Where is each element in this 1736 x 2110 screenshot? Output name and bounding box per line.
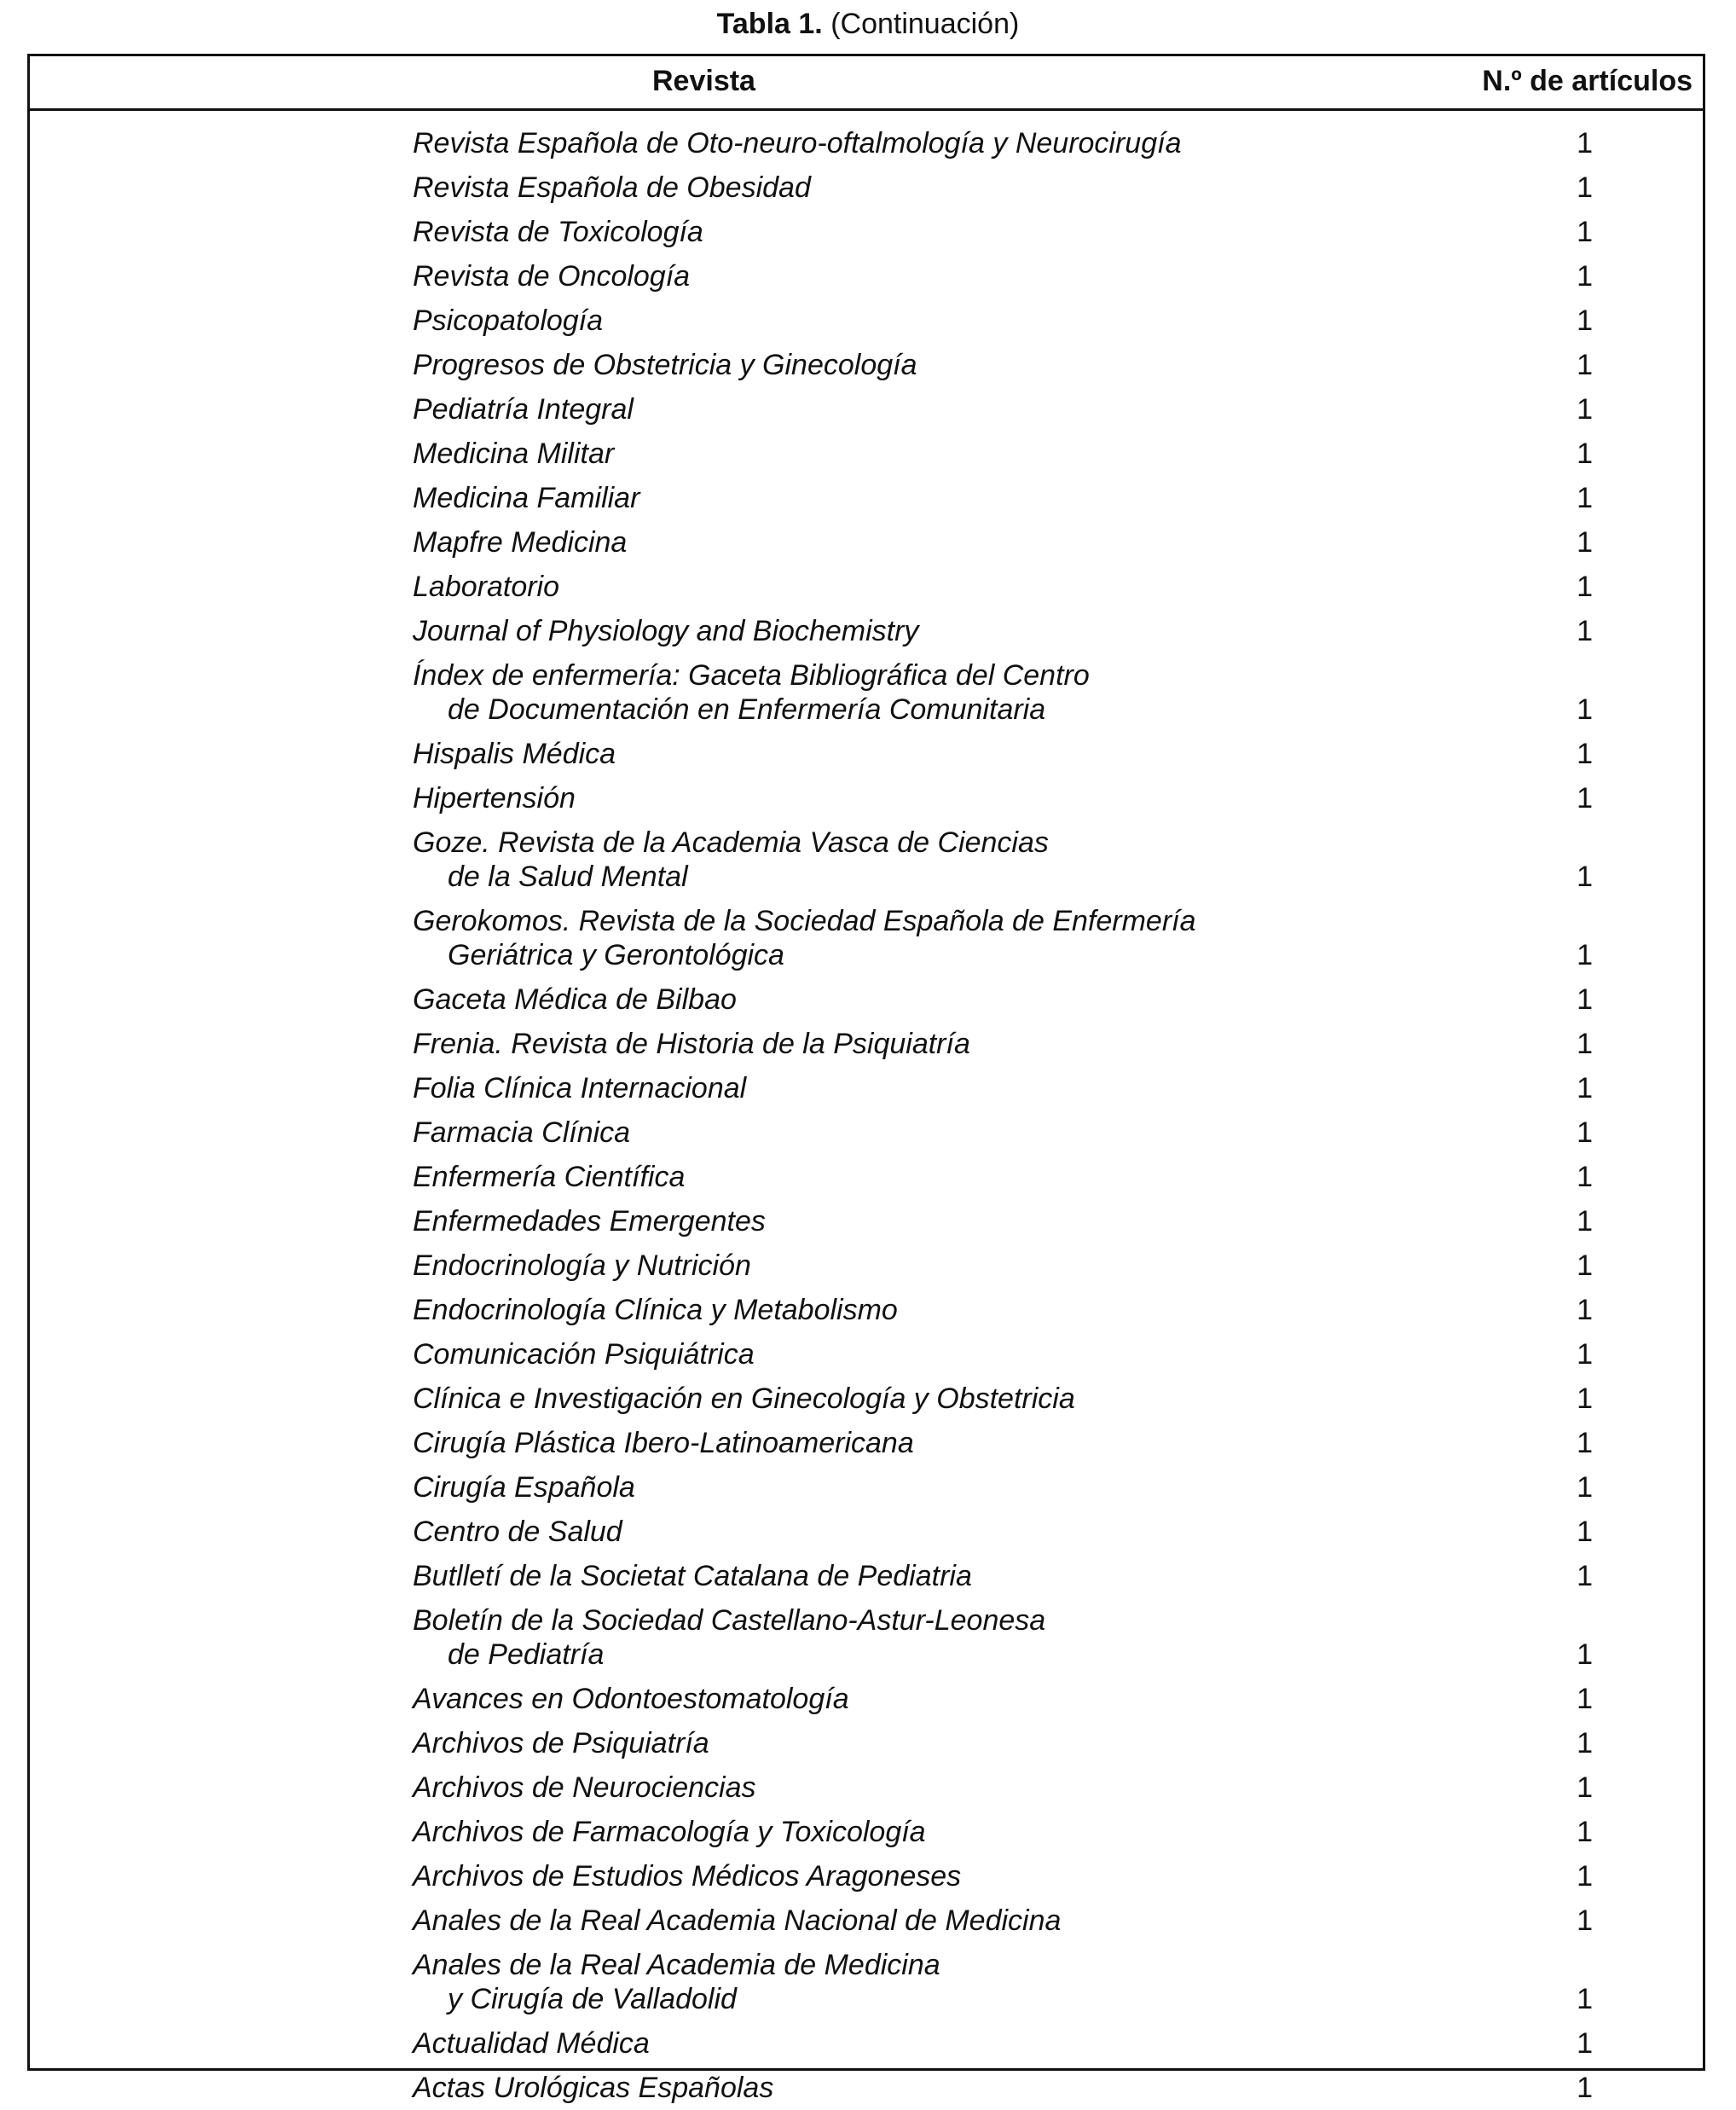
journal-name-line: Archivos de Neurociencias	[413, 1771, 756, 1804]
journal-name	[413, 1204, 1265, 1238]
article-count: 1	[1577, 1427, 1593, 1459]
article-count: 1	[1577, 983, 1593, 1016]
journal-name-continuation: de la Salud Mental	[448, 861, 688, 893]
journal-name	[413, 614, 1265, 648]
column-header-revista: Revista	[652, 65, 755, 97]
journal-name-line: Psicopatología	[413, 304, 604, 337]
table-row	[30, 121, 1703, 165]
journal-name	[413, 1771, 1265, 1805]
table-row	[30, 343, 1703, 387]
article-count: 1	[1577, 1161, 1593, 1193]
table-row	[30, 977, 1703, 1022]
table-row	[30, 1066, 1703, 1110]
table-row	[30, 1199, 1703, 1243]
journal-name-line: Pediatría Integral	[413, 393, 634, 426]
journal-name	[413, 481, 1265, 515]
table-header-row	[30, 56, 1703, 111]
caption-text: (Continuación)	[830, 8, 1020, 40]
article-count: 1	[1577, 216, 1593, 248]
table-row	[30, 609, 1703, 653]
table-row	[30, 1898, 1703, 1943]
article-count: 1	[1577, 1471, 1593, 1504]
journal-name-line: Archivos de Estudios Médicos Aragoneses	[413, 1860, 962, 1893]
column-header-count: N.º de artículos	[1482, 65, 1693, 97]
table-row	[30, 254, 1703, 299]
article-count: 1	[1577, 1249, 1593, 1282]
article-count: 1	[1577, 1294, 1593, 1326]
journal-name	[413, 1426, 1265, 1460]
journal-name-line: Gaceta Médica de Bilbao	[413, 983, 737, 1016]
table-row	[30, 1810, 1703, 1854]
table-row	[30, 1243, 1703, 1288]
journal-name-line: Enfermedades Emergentes	[413, 1205, 766, 1238]
article-count: 1	[1577, 171, 1593, 204]
journal-name-line: Comunicación Psiquiátrica	[413, 1338, 755, 1371]
journal-name	[413, 1559, 1265, 1593]
article-count: 1	[1577, 1338, 1593, 1371]
table-row	[30, 1022, 1703, 1066]
journal-name-line: Actas Urológicas Españolas	[413, 2072, 774, 2104]
article-count: 1	[1577, 1983, 1593, 2015]
article-count: 1	[1577, 1205, 1593, 1238]
journal-name-line: Índex de enfermería: Gaceta Bibliográfica del Centro	[413, 659, 1090, 692]
table-row	[30, 165, 1703, 210]
journal-name-line: Avances en Odontoestomatología	[413, 1683, 849, 1715]
table-row	[30, 1943, 1703, 2021]
table-row	[30, 387, 1703, 432]
article-count: 1	[1577, 127, 1593, 159]
journal-name-line: Endocrinología Clínica y Metabolismo	[413, 1294, 898, 1326]
journal-name	[413, 1293, 1265, 1327]
journal-name-line: Laboratorio	[413, 571, 560, 603]
journal-name	[413, 171, 1265, 205]
journal-name-continuation: de Pediatría	[448, 1638, 605, 1671]
journal-name	[413, 126, 1265, 160]
table-row	[30, 432, 1703, 476]
table-row	[30, 1155, 1703, 1199]
article-count: 1	[1577, 1816, 1593, 1848]
article-count: 1	[1577, 738, 1593, 770]
table-row	[30, 1110, 1703, 1155]
article-count: 1	[1577, 526, 1593, 559]
table-row	[30, 299, 1703, 343]
journal-name	[413, 437, 1265, 471]
article-count: 1	[1577, 861, 1593, 893]
journal-name-line: Clínica e Investigación en Ginecología y Obstetricia	[413, 1383, 1075, 1415]
article-count: 1	[1577, 260, 1593, 293]
journal-name	[413, 737, 1265, 771]
article-count: 1	[1577, 571, 1593, 603]
journal-name	[413, 904, 1265, 972]
article-count: 1	[1577, 1072, 1593, 1104]
table-row	[30, 732, 1703, 776]
journal-name	[413, 1815, 1265, 1849]
journal-name-line: Farmacia Clínica	[413, 1116, 631, 1149]
journal-name-line: Archivos de Farmacología y Toxicología	[413, 1816, 926, 1848]
journal-name	[413, 1904, 1265, 1938]
journal-name-line: Progresos de Obstetricia y Ginecología	[413, 349, 917, 381]
article-count: 1	[1577, 482, 1593, 514]
journal-name-line: Revista de Oncología	[413, 260, 691, 293]
journal-name-line: Archivos de Psiquiatría	[413, 1727, 709, 1759]
journal-name	[413, 1027, 1265, 1061]
caption-label: Tabla 1.	[716, 8, 823, 40]
journal-name	[413, 2071, 1265, 2105]
journal-name-line: Mapfre Medicina	[413, 526, 628, 559]
journal-name-line: Boletín de la Sociedad Castellano-Astur-Leonesa	[413, 1604, 1046, 1637]
article-count: 1	[1577, 1116, 1593, 1149]
table-row	[30, 820, 1703, 899]
table-row	[30, 776, 1703, 820]
journal-name	[413, 658, 1265, 727]
journal-name-line: Goze. Revista de la Academia Vasca de Ciencias	[413, 826, 1049, 859]
journal-name-line: Actualidad Médica	[413, 2027, 650, 2060]
table-row	[30, 1765, 1703, 1810]
table-row	[30, 653, 1703, 732]
journal-name-continuation: Geriátrica y Gerontológica	[448, 939, 784, 971]
article-count: 1	[1577, 693, 1593, 726]
table-row	[30, 520, 1703, 565]
journal-name	[413, 983, 1265, 1017]
article-count: 1	[1577, 393, 1593, 426]
journal-name-line: Endocrinología y Nutrición	[413, 1249, 751, 1282]
article-count: 1	[1577, 1516, 1593, 1548]
journal-name-line: Revista de Toxicología	[413, 216, 703, 248]
journal-name	[413, 1515, 1265, 1549]
article-count: 1	[1577, 615, 1593, 647]
journal-name-continuation: de Documentación en Enfermería Comunitaria	[448, 693, 1046, 726]
table-row	[30, 1465, 1703, 1510]
table-row	[30, 2021, 1703, 2066]
journal-name	[413, 1682, 1265, 1716]
article-count: 1	[1577, 782, 1593, 814]
journal-name-line: Centro de Salud	[413, 1516, 622, 1548]
article-count: 1	[1577, 1028, 1593, 1060]
table-row	[30, 1677, 1703, 1721]
table-body	[30, 121, 1703, 2110]
article-count: 1	[1577, 438, 1593, 470]
article-count: 1	[1577, 1638, 1593, 1671]
journal-name	[413, 392, 1265, 426]
journal-name-line: Anales de la Real Academia Nacional de Medicina	[413, 1904, 1062, 1937]
journal-name	[413, 525, 1265, 559]
journal-name-line: Cirugía Plástica Ibero-Latinoamericana	[413, 1427, 914, 1459]
journal-name	[413, 1470, 1265, 1504]
journal-name-line: Butlletí de la Societat Catalana de Pediatria	[413, 1560, 972, 1592]
journal-name-line: Folia Clínica Internacional	[413, 1072, 747, 1104]
journal-name	[413, 1603, 1265, 1672]
table-row	[30, 899, 1703, 977]
article-count: 1	[1577, 1727, 1593, 1759]
journal-name	[413, 1071, 1265, 1105]
table-row	[30, 210, 1703, 254]
article-count: 1	[1577, 939, 1593, 971]
table-row	[30, 1377, 1703, 1421]
journal-name-line: Cirugía Española	[413, 1471, 635, 1504]
article-count: 1	[1577, 349, 1593, 381]
journal-name	[413, 1160, 1265, 1194]
journal-name	[413, 1116, 1265, 1150]
journal-name	[413, 348, 1265, 382]
article-count: 1	[1577, 1771, 1593, 1804]
journal-name	[413, 1337, 1265, 1371]
table-row	[30, 1510, 1703, 1554]
journals-table	[27, 54, 1705, 2104]
journal-name-line: Anales de la Real Academia de Medicina	[413, 1949, 940, 1981]
journal-name-line: Revista Española de Obesidad	[413, 171, 811, 204]
journal-name-line: Gerokomos. Revista de la Sociedad Española de Enfermería	[413, 905, 1196, 937]
journal-name-continuation: y Cirugía de Valladolid	[448, 1983, 737, 2015]
table-row	[30, 1554, 1703, 1598]
article-count: 1	[1577, 2072, 1593, 2104]
journal-name-line: Journal of Physiology and Biochemistry	[413, 615, 919, 647]
article-count: 1	[1577, 1860, 1593, 1893]
table-row	[30, 476, 1703, 520]
journal-name	[413, 259, 1265, 293]
table-row	[30, 2066, 1703, 2110]
journal-name-line: Medicina Militar	[413, 438, 615, 470]
journal-name-line: Hispalis Médica	[413, 738, 616, 770]
journal-name	[413, 570, 1265, 604]
article-count: 1	[1577, 1560, 1593, 1592]
journal-name-line: Frenia. Revista de Historia de la Psiquiatría	[413, 1028, 970, 1060]
article-count: 1	[1577, 1383, 1593, 1415]
article-count: 1	[1577, 304, 1593, 337]
article-count: 1	[1577, 1904, 1593, 1937]
article-count: 1	[1577, 1683, 1593, 1715]
article-count: 1	[1577, 2027, 1593, 2060]
table-row	[30, 1721, 1703, 1765]
journal-name-line: Medicina Familiar	[413, 482, 640, 514]
table-row	[30, 1854, 1703, 1898]
journal-name	[413, 1948, 1265, 2016]
table-row	[30, 1332, 1703, 1377]
journal-name	[413, 1382, 1265, 1416]
table-row	[30, 1421, 1703, 1465]
journal-name	[413, 826, 1265, 894]
journal-name	[413, 215, 1265, 249]
journal-name	[413, 1249, 1265, 1283]
table-row	[30, 565, 1703, 609]
journal-name	[413, 304, 1265, 338]
table-row	[30, 1598, 1703, 1677]
journal-name-line: Revista Española de Oto-neuro-oftalmología y Neurocirugía	[413, 127, 1182, 159]
journal-name	[413, 1726, 1265, 1760]
journal-name-line: Enfermería Científica	[413, 1161, 686, 1193]
journal-name-line: Hipertensión	[413, 782, 576, 814]
table-row	[30, 1288, 1703, 1332]
journal-name	[413, 1859, 1265, 1893]
table-caption	[0, 5, 1736, 43]
journal-name	[413, 781, 1265, 815]
journal-name	[413, 2026, 1265, 2061]
